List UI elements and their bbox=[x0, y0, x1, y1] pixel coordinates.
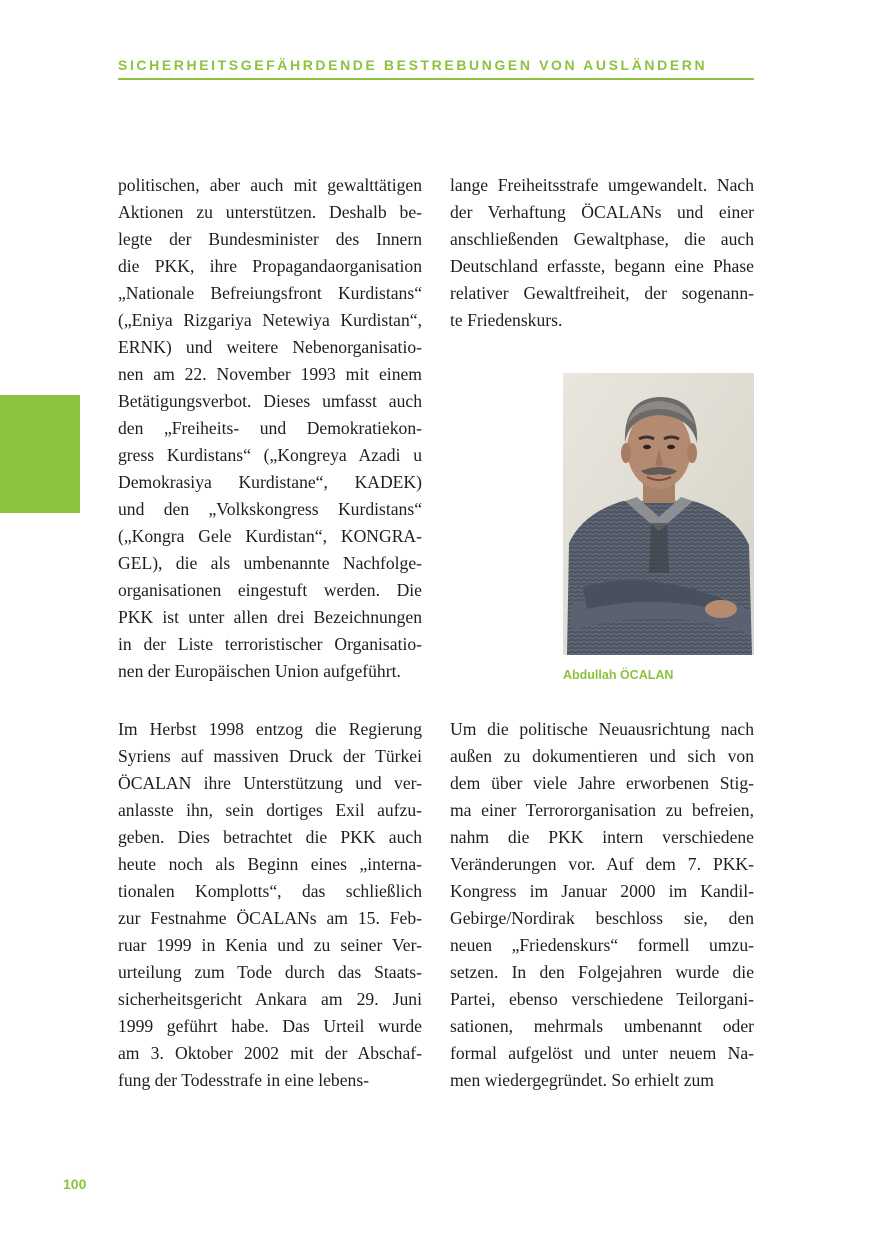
text-line: geben. Dies betrachtet die PKK auch bbox=[118, 827, 422, 847]
text-line: ruar 1999 in Kenia und zu seiner Ver- bbox=[118, 935, 422, 955]
text-line: PKK ist unter allen drei Bezeichnungen bbox=[118, 607, 422, 627]
text-line: Im Herbst 1998 entzog die Regierung bbox=[118, 719, 422, 739]
text-line: politischen, aber auch mit gewalttätigen bbox=[118, 175, 422, 195]
text-line: Demokrasiya Kurdistane“, KADEK) bbox=[118, 472, 422, 492]
text-line: am 3. Oktober 2002 mit der Abschaf- bbox=[118, 1043, 422, 1063]
text-line: Um die politische Neuausrichtung nach bbox=[450, 719, 754, 739]
text-line: gress Kurdistans“ („Kongreya Azadi u bbox=[118, 445, 422, 465]
text-line: ÖCALAN ihre Unterstützung und ver- bbox=[118, 773, 422, 793]
text-line: „Nationale Befreiungsfront Kurdistans“ bbox=[118, 283, 422, 303]
text-line: sationen, mehrmals umbenannt oder bbox=[450, 1016, 754, 1036]
text-line: anschließenden Gewaltphase, die auch bbox=[450, 229, 754, 249]
right-column-paragraph-1 bbox=[450, 172, 754, 334]
text-line: Deutschland erfasste, begann eine Phase bbox=[450, 256, 754, 276]
text-line: te Friedenskurs. bbox=[450, 310, 563, 330]
text-line: 1999 geführt habe. Das Urteil wurde bbox=[118, 1016, 422, 1036]
text-line: den „Freiheits- und Demokratiekon- bbox=[118, 418, 422, 438]
text-line: nahm die PKK intern verschiedene bbox=[450, 827, 754, 847]
text-line: der Verhaftung ÖCALANs und einer bbox=[450, 202, 754, 222]
right-column-paragraph-2 bbox=[450, 716, 754, 1094]
portrait-photo bbox=[563, 373, 754, 655]
text-line: men wiedergegründet. So erhielt zum bbox=[450, 1070, 714, 1090]
page-number: 100 bbox=[63, 1176, 87, 1192]
text-line: die PKK, ihre Propagandaorganisation bbox=[118, 256, 422, 276]
text-line: dem über viele Jahre erworbenen Stig- bbox=[450, 773, 754, 793]
running-header bbox=[118, 54, 754, 80]
text-line: relativer Gewaltfreiheit, der sogenann- bbox=[450, 283, 754, 303]
text-line: legte der Bundesminister des Innern bbox=[118, 229, 422, 249]
text-line: urteilung zum Tode durch das Staats- bbox=[118, 962, 422, 982]
text-line: tionalen Komplotts“, das schließlich bbox=[118, 881, 422, 901]
text-line: Kongress im Januar 2000 im Kandil- bbox=[450, 881, 754, 901]
text-line: Gebirge/Nordirak beschloss sie, den bbox=[450, 908, 754, 928]
text-line: und den „Volkskongress Kurdistans“ bbox=[118, 499, 422, 519]
running-header-title: SICHERHEITSGEFÄHRDENDE BESTREBUNGEN VON AUSLÄNDERN bbox=[118, 57, 708, 73]
text-line: organisationen eingestuft werden. Die bbox=[118, 580, 422, 600]
text-line: neuen „Friedenskurs“ formell umzu- bbox=[450, 935, 754, 955]
text-line: heute noch als Beginn eines „interna- bbox=[118, 854, 422, 874]
text-line: formal aufgelöst und unter neuem Na- bbox=[450, 1043, 754, 1063]
text-line: setzen. In den Folgejahren wurde die bbox=[450, 962, 754, 982]
text-line: fung der Todesstrafe in eine lebens- bbox=[118, 1070, 370, 1090]
text-line: ma einer Terrororganisation zu befreien, bbox=[450, 800, 754, 820]
left-column-paragraph-2 bbox=[118, 716, 422, 1094]
text-line: ERNK) und weitere Nebenorganisatio- bbox=[118, 337, 422, 357]
text-line: Syriens auf massiven Druck der Türkei bbox=[118, 746, 422, 766]
text-line: sicherheitsgericht Ankara am 29. Juni bbox=[118, 989, 422, 1009]
chapter-tab-marker bbox=[0, 395, 80, 513]
text-line: in der Liste terroristischer Organisatio- bbox=[118, 634, 422, 654]
text-line: nen am 22. November 1993 mit einem bbox=[118, 364, 422, 384]
text-line: lange Freiheitsstrafe umgewandelt. Nach bbox=[450, 175, 754, 195]
text-line: Aktionen zu unterstützen. Deshalb be- bbox=[118, 202, 422, 222]
text-line: nen der Europäischen Union aufgeführt. bbox=[118, 661, 401, 681]
text-line: Partei, ebenso verschiedene Teilorgani- bbox=[450, 989, 754, 1009]
left-column-paragraph-1 bbox=[118, 172, 422, 685]
photo-caption: Abdullah ÖCALAN bbox=[563, 668, 674, 682]
text-line: zur Festnahme ÖCALANs am 15. Feb- bbox=[118, 908, 422, 928]
text-line: außen zu dokumentieren und sich von bbox=[450, 746, 754, 766]
text-line: („Kongra Gele Kurdistan“, KONGRA- bbox=[118, 526, 422, 546]
text-line: Betätigungsverbot. Dieses umfasst auch bbox=[118, 391, 422, 411]
text-line: GEL), die als umbenannte Nachfolge- bbox=[118, 553, 422, 573]
text-line: anlasste ihn, sein dortiges Exil aufzu- bbox=[118, 800, 422, 820]
text-line: („Eniya Rizgariya Netewiya Kurdistan“, bbox=[118, 310, 422, 330]
text-line: Veränderungen vor. Auf dem 7. PKK- bbox=[450, 854, 754, 874]
